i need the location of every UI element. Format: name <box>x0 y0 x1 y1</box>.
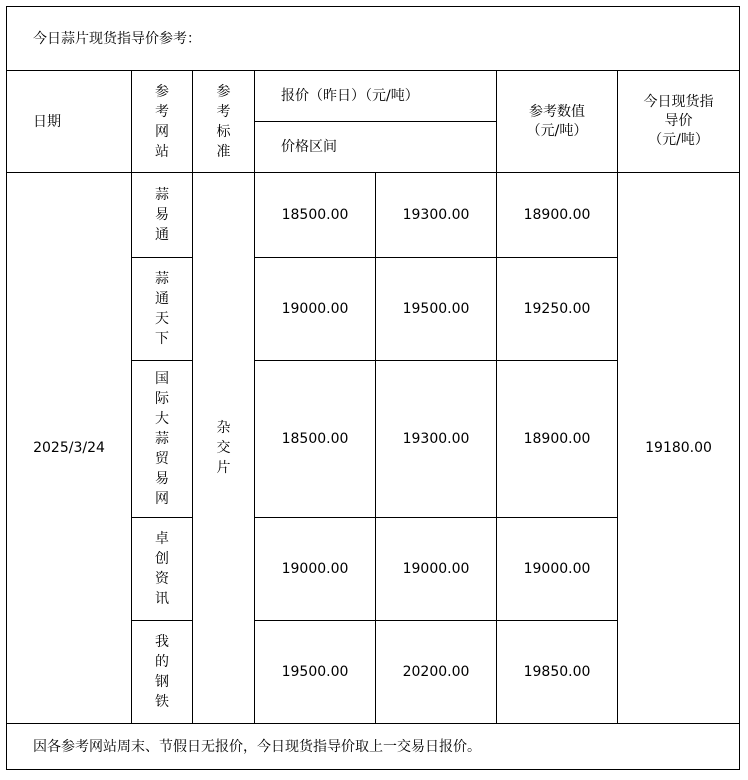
header-quote: 报价（昨日）（元/吨） <box>255 71 497 122</box>
high-price: 19300.00 <box>376 173 497 258</box>
site-name: 蒜易通 <box>155 187 169 243</box>
high-price: 20200.00 <box>376 621 497 724</box>
header-reference: 参考数值 （元/吨） <box>497 71 618 173</box>
site-cell <box>132 173 193 258</box>
site-cell <box>132 361 193 518</box>
site-cell <box>132 258 193 361</box>
site-cell <box>132 621 193 724</box>
site-name: 蒜通天下 <box>155 271 169 347</box>
high-price: 19500.00 <box>376 258 497 361</box>
ref-price: 19250.00 <box>497 258 618 361</box>
table-row <box>7 173 740 258</box>
header-standard-text: 参考标准 <box>216 83 231 160</box>
footnote: 因各参考网站周末、节假日无报价，今日现货指导价取上一交易日报价。 <box>7 724 740 770</box>
header-range: 价格区间 <box>255 122 497 173</box>
date-cell: 2025/3/24 <box>7 173 132 724</box>
standard-text: 杂交片 <box>216 420 231 476</box>
header-website <box>132 71 193 173</box>
price-table <box>6 6 740 770</box>
standard-cell <box>193 173 255 724</box>
header-website-text: 参考网站 <box>155 83 169 160</box>
high-price: 19000.00 <box>376 518 497 621</box>
low-price: 19500.00 <box>255 621 376 724</box>
header-date: 日期 <box>7 71 132 173</box>
table-caption: 今日蒜片现货指导价参考： <box>7 7 740 71</box>
low-price: 19000.00 <box>255 258 376 361</box>
site-name: 国际大蒜贸易网 <box>155 371 169 507</box>
header-today-price <box>618 71 740 173</box>
ref-price: 18900.00 <box>497 173 618 258</box>
site-name: 我的钢铁 <box>155 634 169 710</box>
low-price: 19000.00 <box>255 518 376 621</box>
ref-price: 18900.00 <box>497 361 618 518</box>
header-today-price-text: 今日现货指导价 （元/吨） <box>643 94 714 148</box>
site-cell <box>132 518 193 621</box>
site-name: 卓创资讯 <box>155 531 169 607</box>
header-standard <box>193 71 255 173</box>
low-price: 18500.00 <box>255 173 376 258</box>
today-price-cell: 19180.00 <box>618 173 740 724</box>
low-price: 18500.00 <box>255 361 376 518</box>
ref-price: 19000.00 <box>497 518 618 621</box>
ref-price: 19850.00 <box>497 621 618 724</box>
high-price: 19300.00 <box>376 361 497 518</box>
